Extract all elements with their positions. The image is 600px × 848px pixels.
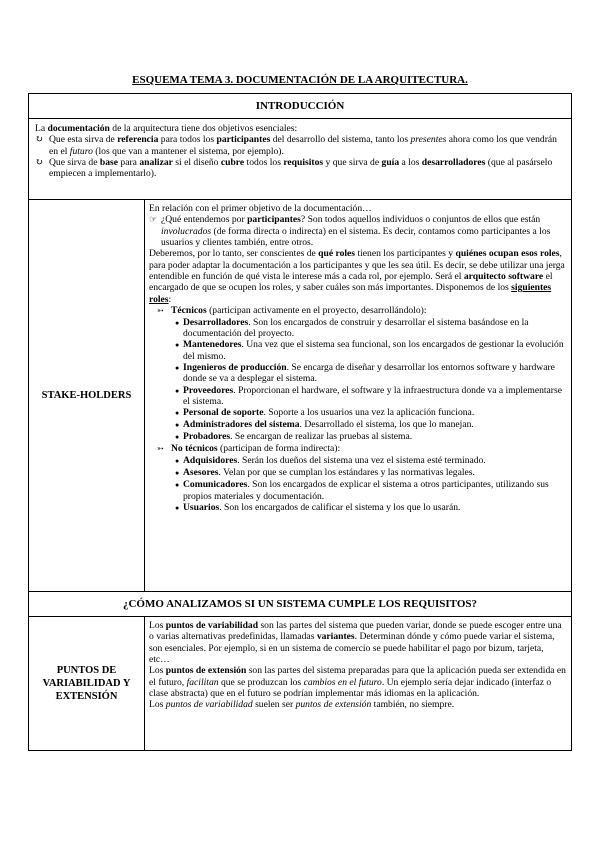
intro-bullet-1 [35,134,565,157]
tecnicos-item [175,385,566,408]
tecnicos-role-description: . Proporcionan el hardware, el software y la infraestructura donde va a implementarse el sistema. [183,384,562,407]
puntos-label: PUNTOS DE VARIABILIDAD Y EXTENSIÓN [29,617,145,750]
circular-arrow-icon: ↻ [35,156,44,168]
puntos-row [29,617,571,750]
notecnicos-role-name: Usuarios [183,501,220,513]
intro-bullet-2 [35,157,565,180]
notecnicos-item [175,479,566,502]
tecnicos-list [149,317,566,444]
tecnicos-title: Técnicos [171,304,207,316]
dot-bullet-icon: ● [175,409,180,418]
tecnicos-role-name: Proveedores [183,384,234,396]
tecnicos-heading [157,305,566,317]
notecnicos-item [175,502,566,514]
tecnicos-item [175,431,566,443]
question-text: ¿Qué entendemos por participantes? Son todos aquellos individuos o conjuntos de ellos que están involucrados (de forma directa o indirecta) en el sistema. Es decir, contamos como participantes a los usuarios y clientes también, entre otros. [161,214,551,248]
intro-bullet-text: Que sirva de base para analizar si el diseño cubre todos los requisitos y que sirva de guía a los desarrolladores (que al pasárselo empiecen a implementarlo). [49,156,553,180]
dot-bullet-icon: ● [175,386,180,395]
tecnicos-item [175,317,566,340]
tecnicos-item [175,362,566,385]
notecnicos-list [149,455,566,514]
intro-section [29,119,571,200]
tecnicos-item [175,419,566,431]
stakeholders-roles-paragraph: Deberemos, por lo tanto, ser conscientes de qué roles tienen los participantes y quiénes ocupan esos roles, para poder adaptar la documentación a los participantes y que les sea útil. Es decir, se debe utilizar una jerga entendible en función de qué vista le interese más a cada rol, por ejemplo. Será el arquitecto software el encargado de que se ocupen los roles, y saber cuáles son más importantes. Disponemos de los siguientes roles: [149,248,565,305]
notecnicos-item [175,455,566,467]
variability-extension-note: Los puntos de variabilidad suelen ser puntos de extensión también, no siempre. [149,699,455,711]
tecnicos-role-description: . Son los encargados de construir y desarrollar el sistema basándose en la documentación del proyecto. [183,316,529,340]
tecnicos-role-description: . Desarrollado el sistema, los que lo manejan. [299,419,474,431]
notecnicos-role-description: . Son los encargados de explicar el sistema a otros participantes, utilizando sus propios materiales y documentación. [183,479,549,502]
tecnicos-note: (participan activamente en el proyecto, desarrollándolo): [206,304,427,316]
outline-table [28,93,572,751]
dot-bullet-icon: ● [175,421,180,430]
analysis-header: ¿CÓMO ANALIZAMOS SI UN SISTEMA CUMPLE LOS REQUISITOS? [29,592,571,617]
intro-bullet-text: Que esta sirva de referencia para todos los participantes del desarrollo del sistema, tanto los presentes ahora como los que vendrán en el futuro (los que van a mantener el sistema, por ejemplo). [49,134,557,157]
notecnicos-role-description: . Son los encargados de calificar el sistema y los que lo usarán. [219,501,461,513]
tecnicos-role-description: . Soporte a los usuarios una vez la aplicación funciona. [263,407,475,419]
extension-paragraph: Los puntos de extensión son las partes del sistema preparadas para que la aplicación pueda ser extendida en el futuro, facilitan que se produzcan los cambios en el futuro. Un ejemplo sería dejar indicado (interfaz o clase abstracta) que en el futuro se podrían implementar más idiomas en la aplicación. [149,665,566,699]
dot-bullet-icon: ● [175,341,180,350]
notecnicos-role-description: . Velan por que se cumplan los estándares y las normativas legales. [218,467,475,479]
notecnicos-role-name: Comunicadores [183,479,248,491]
stakeholders-row [29,200,571,592]
dot-bullet-icon: ● [175,469,180,478]
notecnicos-item [175,467,566,479]
tecnicos-role-name: Desarrolladores [183,316,249,328]
tecnicos-role-description: . Una vez que el sistema sea funcional, son los encargados de gestionar la evolución del mismo. [183,339,564,362]
double-arrow-icon: ➳ [157,305,164,315]
document-title: ESQUEMA TEMA 3. DOCUMENTACIÓN DE LA ARQUITECTURA. [132,74,468,86]
notecnicos-role-name: Asesores [183,467,219,479]
hand-pointer-icon: ☞ [149,214,158,225]
tecnicos-role-name: Probadores [183,431,231,443]
tecnicos-role-name: Administradores del sistema [183,419,300,431]
notecnicos-title: No técnicos [171,443,218,455]
puntos-body [145,617,571,750]
intro-lead: La documentación de la arquitectura tiene dos objetivos esenciales: [35,123,298,134]
dot-bullet-icon: ● [175,481,180,490]
intro-header: INTRODUCCIÓN [29,94,571,119]
tecnicos-role-name: Ingenieros de producción [183,362,287,374]
tecnicos-item [175,339,566,362]
dot-bullet-icon: ● [175,364,180,373]
notecnicos-heading [157,443,566,455]
circular-arrow-icon: ↻ [35,134,44,146]
tecnicos-role-name: Personal de soporte [183,407,264,419]
stakeholders-question [149,214,566,248]
stakeholders-label: STAKE-HOLDERS [29,200,145,591]
variability-paragraph: Los puntos de variabilidad son las partes del sistema que pueden variar, donde se puede escoger entre una o varias alternativas predefinidas, llamadas variantes. Determinan dónde y cómo puede variar el sistema, son esenciales. Por ejemplo, si en un sistema de comercio se puede habilitar el pago por bizum, tarjeta, etc… [149,620,562,665]
tecnicos-role-description: . Se encarga de diseñar y desarrollar los entornos software y hardware donde se va a desplegar el sistema. [183,362,555,385]
tecnicos-role-name: Mantenedores [183,339,242,351]
notecnicos-note: (participan de forma indirecta): [217,443,341,455]
tecnicos-item [175,407,566,419]
tecnicos-role-description: . Se encargan de realizar las pruebas al sistema. [230,431,413,443]
double-arrow-icon: ➳ [157,444,164,454]
dot-bullet-icon: ● [175,457,180,466]
notecnicos-role-description: . Serán los dueños del sistema una vez el sistema esté terminado. [237,455,486,467]
stakeholders-body [145,200,571,591]
stakeholders-intro: En relación con el primer objetivo de la documentación… [149,203,372,214]
dot-bullet-icon: ● [175,318,180,327]
notecnicos-role-name: Adquisidores [183,455,238,467]
dot-bullet-icon: ● [175,503,180,512]
dot-bullet-icon: ● [175,433,180,442]
